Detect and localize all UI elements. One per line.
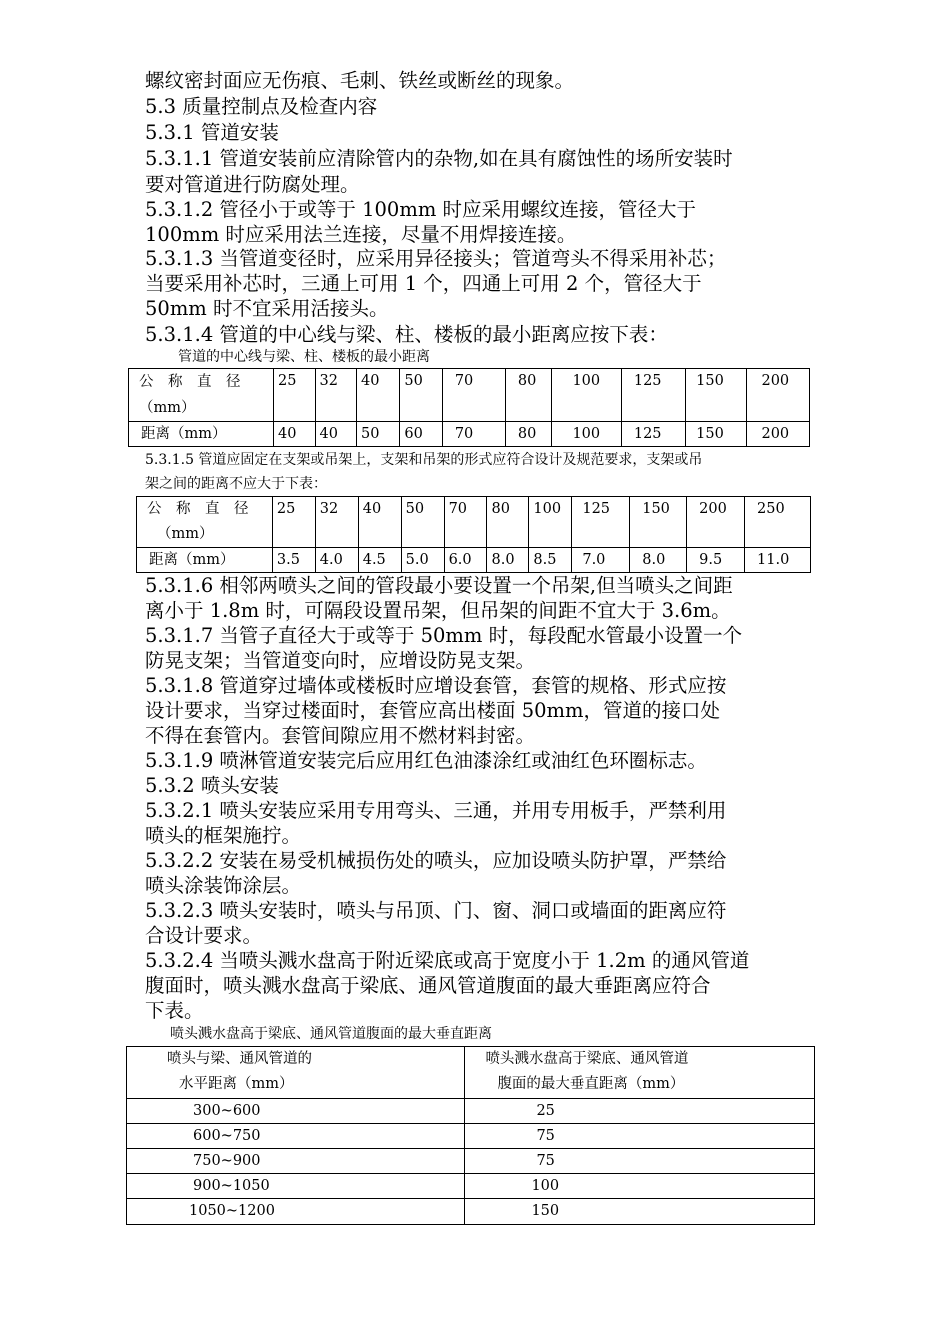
diameter-cell: 32	[315, 497, 358, 548]
paragraph-line: 5.3.1.2 管径小于或等于 100mm 时应采用螺纹连接，管径大于	[145, 198, 697, 221]
distance-cell: 11.0	[745, 548, 811, 573]
header-label: 公 称 直 径	[139, 374, 241, 390]
paragraph-line: 合设计要求。	[145, 924, 263, 947]
distance-cell: 3.5	[272, 548, 315, 573]
col2-header-line: 喷头溅水盘高于梁底、通风管道	[485, 1051, 689, 1067]
col2-header	[465, 1047, 815, 1099]
diameter-cell: 70	[444, 497, 487, 548]
col2-header-line: 腹面的最大垂直距离（mm）	[497, 1076, 685, 1092]
diameter-cell: 32	[315, 369, 356, 422]
paragraph-line: 离小于 1.8m 时，可隔段设置吊架，但吊架的间距不宜大于 3.6m。	[145, 599, 731, 622]
table-row	[127, 1047, 815, 1099]
table1-caption: 管道的中心线与梁、柱、楼板的最小距离	[178, 349, 430, 365]
support-spacing-table	[136, 496, 811, 573]
paragraph-line: 5.3.1.7 当管子直径大于或等于 50mm 时，每段配水管最小设置一个	[145, 624, 743, 647]
table-row	[127, 1099, 815, 1124]
header-unit: （mm）	[139, 400, 196, 416]
row-label: 距离（mm）	[129, 422, 274, 447]
diameter-cell: 70	[442, 369, 505, 422]
distance-cell: 9.5	[687, 548, 745, 573]
paragraph-line: 5.3.1.4 管道的中心线与梁、柱、楼板的最小距离应按下表：	[145, 323, 668, 346]
table-row	[137, 548, 811, 573]
diameter-cell: 150	[630, 497, 687, 548]
diameter-cell: 50	[400, 369, 442, 422]
section-heading-5-3-1: 5.3.1 管道安装	[145, 121, 279, 144]
section-heading-5-3: 5.3 质量控制点及检查内容	[145, 95, 378, 118]
paragraph-line: 喷头涂装饰涂层。	[145, 874, 302, 897]
value-cell: 100	[465, 1174, 815, 1199]
note-line: 5.3.1.5 管道应固定在支架或吊架上，支架和吊架的形式应符合设计及规范要求，支架或吊	[145, 452, 703, 468]
distance-cell: 5.0	[401, 548, 444, 573]
diameter-cell: 100	[552, 369, 621, 422]
paragraph-line: 喷头的框架施拧。	[145, 824, 302, 847]
diameter-cell: 80	[487, 497, 529, 548]
distance-cell: 8.5	[529, 548, 572, 573]
distance-cell: 200	[747, 422, 810, 447]
distance-cell: 8.0	[630, 548, 687, 573]
paragraph-line: 不得在套管内。套管间隙应用不燃材料封密。	[145, 724, 536, 747]
table-row	[127, 1149, 815, 1174]
distance-cell: 100	[552, 422, 621, 447]
paragraph-line: 5.3.2.1 喷头安装应采用专用弯头、三通，并用专用板手，严禁利用	[145, 799, 727, 822]
distance-cell: 4.5	[358, 548, 401, 573]
range-cell: 900~1050	[127, 1174, 465, 1199]
diameter-cell: 25	[272, 497, 315, 548]
paragraph-line: 5.3.2.4 当喷头溅水盘高于附近梁底或高于宽度小于 1.2m 的通风管道	[145, 949, 750, 972]
paragraph-line: 100mm 时应采用法兰连接，尽量不用焊接连接。	[145, 223, 577, 246]
value-cell: 75	[465, 1124, 815, 1149]
paragraph-line: 5.3.2.3 喷头安装时，喷头与吊顶、门、窗、洞口或墙面的距离应符	[145, 899, 727, 922]
table-row	[129, 369, 810, 422]
paragraph-line: 腹面时，喷头溅水盘高于梁底、通风管道腹面的最大垂距离应符合	[145, 974, 711, 997]
table-row	[127, 1124, 815, 1149]
pipe-clearance-table	[128, 368, 810, 447]
paragraph-line: 5.3.2.2 安装在易受机械损伤处的喷头，应加设喷头防护罩，严禁给	[145, 849, 727, 872]
value-cell: 75	[465, 1149, 815, 1174]
value-cell: 150	[465, 1199, 815, 1225]
table-row	[137, 497, 811, 548]
col1-header	[127, 1047, 465, 1099]
paragraph-line: 当要采用补芯时，三通上可用 1 个，四通上可用 2 个，管径大于	[145, 272, 702, 295]
diameter-cell: 200	[687, 497, 745, 548]
paragraph-line: 5.3.1.1 管道安装前应清除管内的杂物,如在具有腐蚀性的场所安装时	[145, 147, 733, 170]
diameter-cell: 150	[686, 369, 747, 422]
paragraph-line: 下表。	[145, 999, 204, 1022]
paragraph-line: 防晃支架；当管道变向时，应增设防晃支架。	[145, 649, 536, 672]
table3-caption: 喷头溅水盘高于梁底、通风管道腹面的最大垂直距离	[170, 1026, 492, 1042]
row-label: 距离（mm）	[137, 548, 273, 573]
distance-cell: 6.0	[444, 548, 487, 573]
diameter-cell: 40	[356, 369, 399, 422]
distance-cell: 40	[315, 422, 356, 447]
table-row	[127, 1174, 815, 1199]
distance-cell: 150	[686, 422, 747, 447]
distance-cell: 125	[621, 422, 685, 447]
header-label: 公 称 直 径	[147, 501, 249, 517]
paragraph-line: 设计要求，当穿过楼面时，套管应高出楼面 50mm，管道的接口处	[145, 699, 720, 722]
diameter-cell: 125	[572, 497, 630, 548]
diameter-cell: 250	[745, 497, 811, 548]
distance-cell: 60	[400, 422, 442, 447]
paragraph-line: 螺纹密封面应无伤痕、毛刺、铁丝或断丝的现象。	[145, 69, 575, 92]
table-row	[129, 422, 810, 447]
sprinkler-deflector-table	[126, 1046, 815, 1225]
diameter-cell: 40	[358, 497, 401, 548]
diameter-cell: 100	[529, 497, 572, 548]
range-cell: 600~750	[127, 1124, 465, 1149]
diameter-cell: 125	[621, 369, 685, 422]
value-cell: 25	[465, 1099, 815, 1124]
header-cell	[137, 497, 273, 548]
paragraph-line: 要对管道进行防腐处理。	[145, 173, 360, 196]
distance-cell: 8.0	[487, 548, 529, 573]
note-line: 架之间的距离不应大于下表：	[145, 476, 327, 492]
distance-cell: 40	[274, 422, 315, 447]
paragraph-line: 50mm 时不宜采用活接头。	[145, 297, 389, 320]
range-cell: 300~600	[127, 1099, 465, 1124]
header-cell	[129, 369, 274, 422]
diameter-cell: 25	[274, 369, 315, 422]
distance-cell: 7.0	[572, 548, 630, 573]
col1-header-line: 水平距离（mm）	[179, 1076, 294, 1092]
paragraph-line: 5.3.1.8 管道穿过墙体或楼板时应增设套管，套管的规格、形式应按	[145, 674, 727, 697]
paragraph-line: 5.3.1.6 相邻两喷头之间的管段最小要设置一个吊架,但当喷头之间距	[145, 574, 733, 597]
range-cell: 1050~1200	[127, 1199, 465, 1225]
range-cell: 750~900	[127, 1149, 465, 1174]
distance-cell: 4.0	[315, 548, 358, 573]
paragraph-line: 5.3.1.9 喷淋管道安装完后应用红色油漆涂红或油红色环圈标志。	[145, 749, 707, 772]
distance-cell: 50	[356, 422, 399, 447]
diameter-cell: 200	[747, 369, 810, 422]
distance-cell: 70	[442, 422, 505, 447]
diameter-cell: 50	[401, 497, 444, 548]
header-unit: （mm）	[157, 526, 214, 542]
diameter-cell: 80	[505, 369, 552, 422]
section-heading-5-3-2: 5.3.2 喷头安装	[145, 774, 279, 797]
paragraph-line: 5.3.1.3 当管道变径时，应采用异径接头；管道弯头不得采用补芯；	[145, 247, 727, 270]
table-row	[127, 1199, 815, 1225]
distance-cell: 80	[505, 422, 552, 447]
col1-header-line: 喷头与梁、通风管道的	[167, 1051, 312, 1067]
